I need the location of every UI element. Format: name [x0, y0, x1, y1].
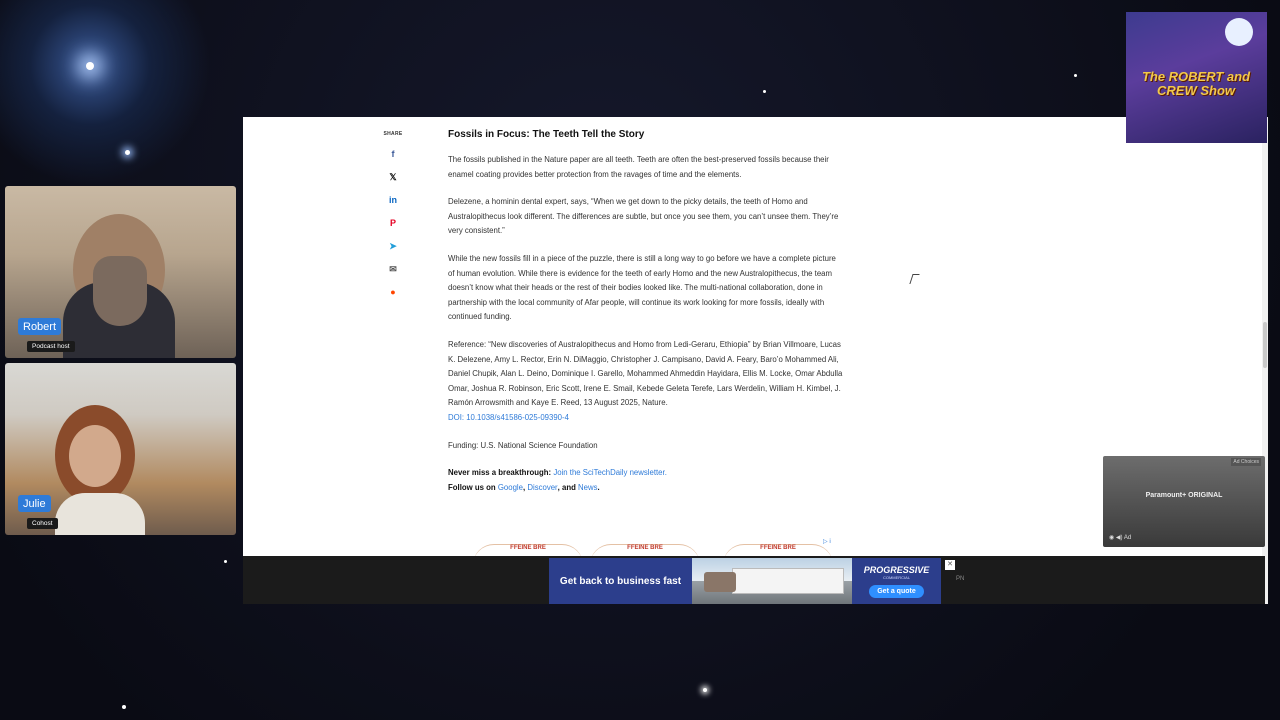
video-tile-julie	[5, 363, 236, 535]
ad-brand-sub: COMMERCIAL	[882, 574, 911, 580]
paragraph-evolution: While the new fossils fill in a piece of the puzzle, there is still a long way to go before we have a complete picture of human evolution. While there is evidence for the teeth of early Homo and the new Australopithecus, the team doesn’t know what their heads or the rest of their bodies looked like. The multi-national collaboration, done in partnership with the local community of Afar people, will continue its work looking for more fossils, ideally with continued funding.	[448, 253, 836, 322]
follow-lead: Follow us on	[448, 482, 496, 492]
mouse-cursor-icon	[909, 274, 919, 284]
moon-icon	[1225, 18, 1253, 46]
show-logo	[1126, 12, 1267, 143]
funding: Funding: U.S. National Science Foundation	[448, 440, 598, 450]
participant-name: Robert	[18, 318, 61, 335]
pinterest-icon[interactable]: P	[389, 218, 396, 228]
newsletter-follow	[448, 466, 843, 495]
follow-google-link[interactable]: Google	[497, 482, 523, 492]
get-quote-button[interactable]: Get a quote	[869, 585, 924, 598]
show-logo-text: The ROBERT and CREW Show	[1141, 69, 1251, 98]
video-tile-robert	[5, 186, 236, 358]
ad-corner-label: PN	[956, 576, 965, 582]
progressive-ad[interactable]	[549, 558, 953, 604]
newsletter-lead: Never miss a breakthrough:	[448, 468, 552, 478]
ad-choices-icon[interactable]: ▷ ⅰ	[823, 539, 831, 545]
scrollbar-thumb[interactable]	[1263, 322, 1267, 368]
share-label: SHARE	[383, 131, 403, 137]
mini-ad-brand: Paramount+ ORIGINAL	[1145, 492, 1223, 499]
reddit-icon[interactable]: ●	[390, 287, 396, 297]
paragraph-delezene: Delezene, a hominin dental expert, says, “When we get down to the picky details, the teeth of Homo and Australopithecus look different. The differences are subtle, but once you see them, you can’t unsee them. They’re very consistent.”	[448, 197, 839, 236]
x-twitter-icon[interactable]: 𝕏	[389, 172, 397, 182]
follow-sep: , and	[557, 482, 576, 492]
paragraph-fossils: The fossils published in the Nature paper are all teeth. Teeth are often the best-preserved fossils because their enamel coating provides better protection from the ravages of time and the elements.	[448, 155, 829, 179]
participant-name: Julie	[18, 495, 51, 512]
bottom-ad-bar	[243, 556, 1265, 604]
mini-ad-controls[interactable]: ◉ ◀) Ad	[1109, 535, 1132, 541]
ad-close-icon[interactable]: ✕	[945, 560, 955, 570]
telegram-icon[interactable]: ➤	[389, 241, 397, 251]
truck-image	[692, 558, 852, 604]
video-ad-overlay[interactable]	[1103, 456, 1265, 547]
linkedin-icon[interactable]: in	[389, 195, 397, 205]
newsletter-link[interactable]: Join the SciTechDaily newsletter.	[553, 468, 667, 478]
mug-image[interactable]: FFEINE BRE	[473, 544, 583, 565]
reference-text: Reference: “New discoveries of Australopithecus and Homo from Ledi-Geraru, Ethiopia” by Brian Villmoare, Lucas K. Delezene, Amy L. Rector, Erin N. DiMaggio, Christopher J. Campisano, David A. Feary, Baro’o Mohammed Ali, Daniel Chupik, Alan L. Deino, Dominique I. Garello, Mohammed Ahmeddin Hayidara, Ellis M. Locke, Omar Abdulla Omar, Joshua R. Robinson, Eric Scott, Irene E. Smail, Kebede Geleta Terefe, Lars Werdelin, William H. Kimbel, J. Ramón Arrowsmith and Kaye E. Reed, 13 August 2025, Nature.	[448, 339, 843, 408]
section-heading: Fossils in Focus: The Teeth Tell the Story	[448, 129, 645, 140]
participant-role: Cohost	[27, 518, 58, 529]
participant-role: Podcast host	[27, 341, 75, 352]
share-bar	[382, 131, 404, 298]
article-body	[448, 129, 843, 508]
facebook-icon[interactable]: f	[391, 149, 395, 159]
reference	[448, 338, 843, 426]
follow-news-link[interactable]: News	[578, 482, 598, 492]
ad-choices-label[interactable]: Ad Choices	[1233, 459, 1259, 465]
mug-image[interactable]: FFEINE BRE	[590, 544, 700, 565]
follow-end: .	[597, 482, 600, 492]
ad-brand: PROGRESSIVE	[863, 564, 930, 575]
follow-sep: ,	[522, 482, 526, 492]
email-icon[interactable]: ✉	[389, 264, 397, 274]
doi-link[interactable]: DOI: 10.1038/s41586-025-09390-4	[448, 412, 569, 422]
follow-discover-link[interactable]: Discover	[527, 482, 558, 492]
ad-headline: Get back to business fast	[559, 575, 682, 587]
mug-image[interactable]: FFEINE BRE	[723, 544, 833, 565]
